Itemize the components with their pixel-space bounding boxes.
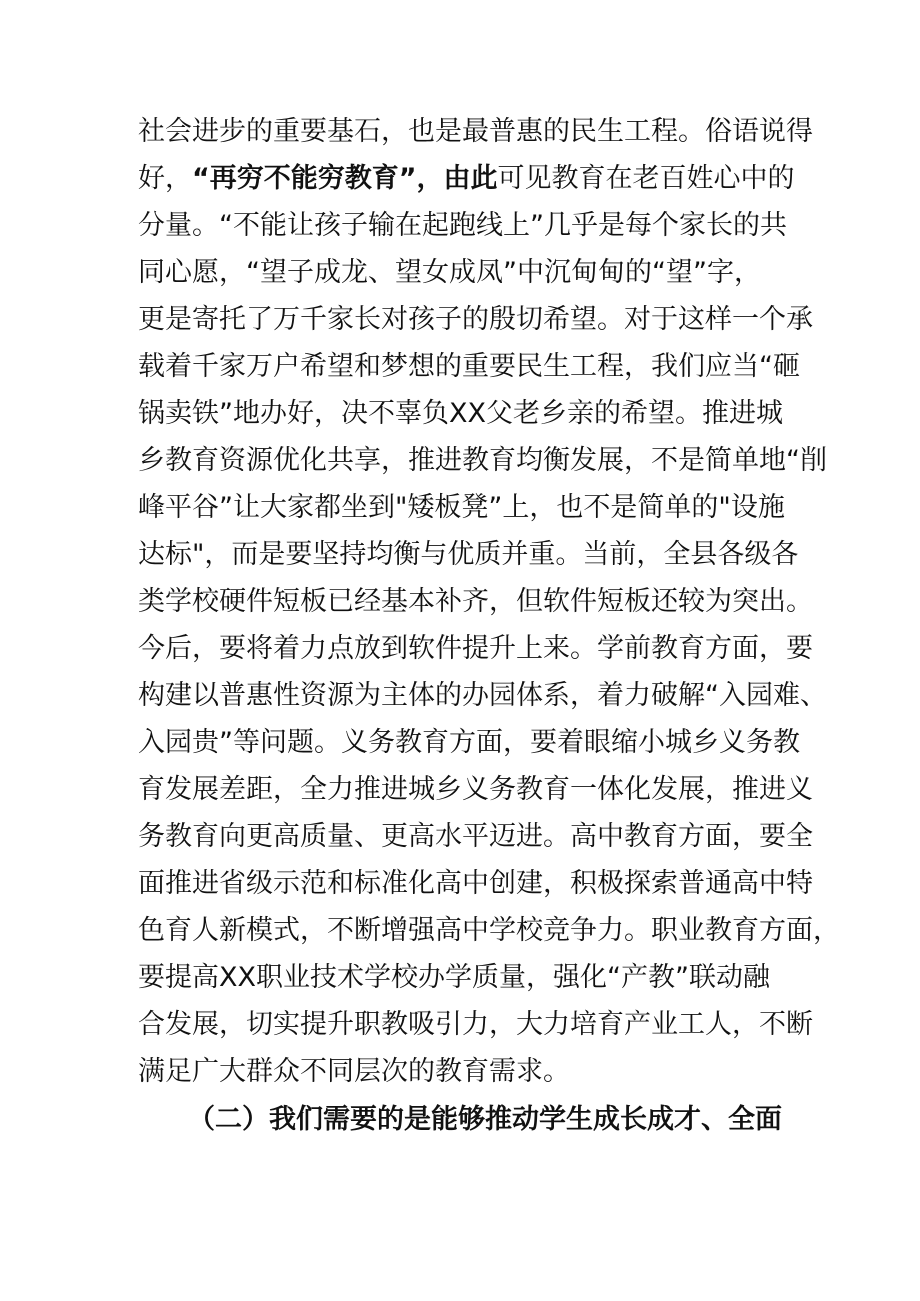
text-span: 乡教育资源优化共享，推进教育均衡发展，不是简单地“削 [138,445,827,476]
text-span: 分量。“不能让孩子输在起跑线上”几乎是每个家长的共 [138,210,787,241]
text-span: 要提高XX职业技术学校办学质量，强化“产教”联动融 [138,962,770,993]
text-span: 育发展差距，全力推进城乡义务教育一体化发展，推进义 [138,774,813,805]
paragraph-line [138,343,800,390]
text-span: 峰平谷”让大家都坐到"矮板凳”上，也不是简单的"设施 [138,492,785,523]
text-span: 类学校硬件短板已经基本补齐，但软件短板还较为突出。 [138,586,813,617]
text-span: 更是寄托了万千家长对孩子的殷切希望。对于这样一个承 [138,304,813,335]
text-span: 今后，要将着力点放到软件提升上来。学前教育方面，要 [138,633,813,664]
paragraph-line [138,954,788,1001]
text-span: 好， [138,163,192,194]
text-span: 可见教育在老百姓心中的 [497,163,795,194]
paragraph-line [138,390,788,437]
paragraph-line [138,155,795,202]
text-span: 构建以普惠性资源为主体的办园体系，着力破解“入园难、 [138,680,827,711]
text-span: 合发展，切实提升职教吸引力，大力培育产业工人，不断 [138,1009,813,1040]
paragraph-line [138,578,813,625]
paragraph-line [138,1048,788,1095]
section-heading: （二）我们需要的是能够推动学生成长成才、全面 [188,1104,782,1135]
paragraph-line [138,437,827,484]
paragraph-line [138,672,827,719]
paragraph-line [138,766,813,813]
text-span: 入园贵”等问题。义务教育方面，要着眼缩小城乡义务教 [138,727,800,758]
paragraph-line [138,860,813,907]
paragraph-line [138,719,800,766]
paragraph-line [138,813,813,860]
text-span: 社会进步的重要基石，也是最普惠的民生工程。俗语说得 [138,116,813,147]
paragraph-line [138,108,813,155]
paragraph-line [138,907,840,954]
text-span: 色育人新模式，不断增强高中学校竞争力。职业教育方面， [138,915,840,946]
text-span: 达标"，而是要坚持均衡与优质并重。当前，全县各级各 [138,539,799,570]
text-span: 同心愿，“望子成龙、望女成凤”中沉甸甸的“望”字， [138,257,761,288]
text-span: 面推进省级示范和标准化高中创建，积极探索普通高中特 [138,868,813,899]
paragraph-line [138,531,799,578]
text-span: 满足广大群众不同层次的教育需求。 [138,1056,570,1087]
text-span: 锅卖铁”地办好，决不辜负XX父老乡亲的希望。推进城 [138,398,783,429]
paragraph-line [138,202,788,249]
text-span: 载着千家万户希望和梦想的重要民生工程，我们应当“砸 [138,351,800,382]
bold-text-span: “再穷不能穷教育”，由此 [192,163,498,194]
paragraph-line [138,249,788,296]
paragraph-line [138,1001,813,1048]
body-text [138,108,840,1143]
text-span: 务教育向更高质量、更高水平迈进。高中教育方面，要全 [138,821,813,852]
paragraph-line [138,625,813,672]
paragraph-line [138,484,788,531]
paragraph-line [138,296,813,343]
